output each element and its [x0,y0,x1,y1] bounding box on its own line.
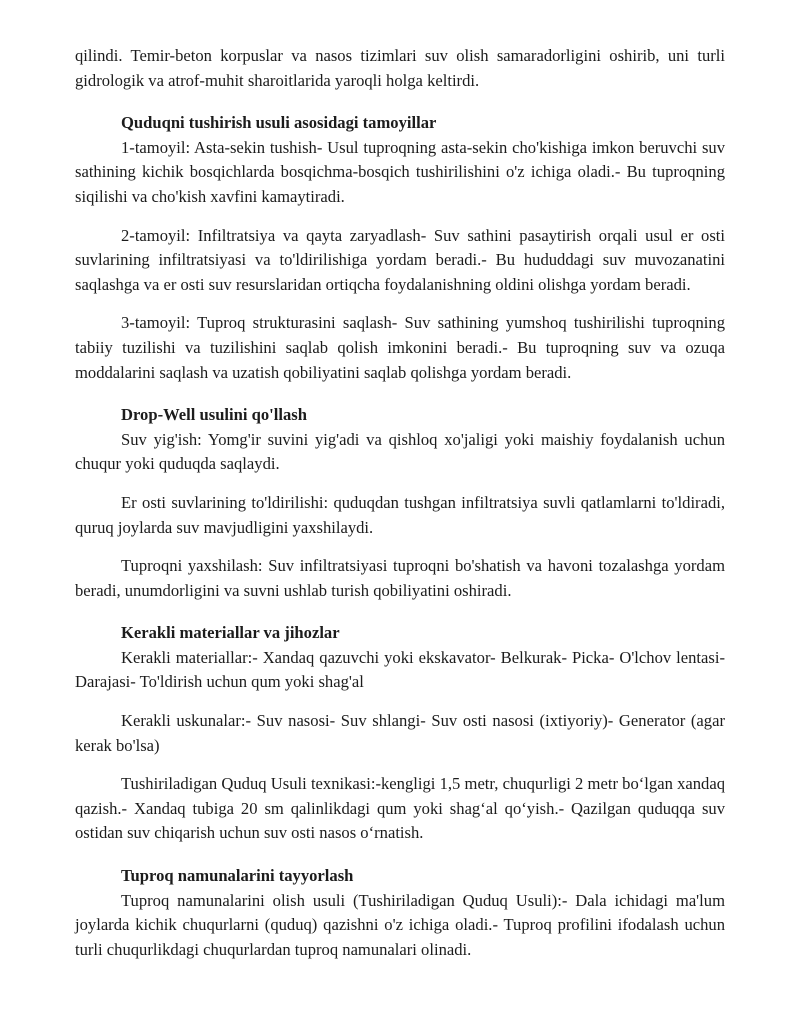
principle-1-paragraph: 1-tamoyil: Asta-sekin tushish- Usul tuproqning asta-sekin cho'kishiga imkon beruvchi suv sathining kichik bosqichlarda bosqichma-bosqich tushirilishini o'z ichiga oladi.- Bu tuproqning siqilishi va cho'kish xavfini kamaytiradi. [75,137,725,206]
materials-paragraph: Kerakli materiallar:- Xandaq qazuvchi yoki ekskavator- Belkurak- Picka- O'lchov lentasi- Darajasi- To'ldirish uchun qum yoki shag'al [75,647,725,692]
principle-3-paragraph: 3-tamoyil: Tuproq strukturasini saqlash- Suv sathining yumshoq tushirilishi tuproqning tabiiy tuzilishi va tuzilishini saqlab qolish imkonini beradi.- Bu tuproqning suv va ozuqa moddalarini saqlash va uzatish qobiliyatini saqlab qolishga yordam beradi. [75,313,725,382]
groundwater-recharge-paragraph: Er osti suvlarining to'ldirilishi: quduqdan tushgan infiltratsiya suvli qatlamlarni to'ldiradi, quruq joylarda suv mavjudligini yaxshilaydi. [75,492,725,537]
soil-improvement-paragraph: Tuproqni yaxshilash: Suv infiltratsiyasi tuproqni bo'shatish va havoni tozalashga yordam beradi, unumdorligini va suvni ushlab turish qobiliyatini oshiradi. [75,556,725,600]
water-collection-paragraph: Suv yig'ish: Yomg'ir suvini yig'adi va qishloq xo'jaligi yoki maishiy foydalanish uchun chuqur yoki quduqda saqlaydi. [75,429,725,474]
continuation-paragraph: qilindi. Temir-beton korpuslar va nasos tizimlari suv olish samaradorligini oshirib, uni turli gidrologik va atrof-muhit sharoitlarida yaroqli holga keltirdi. [75,46,725,90]
section-heading-applications: Drop-Well usulini qo'llash [121,405,307,425]
principle-2-paragraph: 2-tamoyil: Infiltratsiya va qayta zaryadlash- Suv sathini pasaytirish orqali usul er osti suvlarining infiltratsiyasi va to'ldirilishiga yordam beradi.- Bu hududdagi suv muvozanatini saqlashga va er osti suv resurslaridan ortiqcha foydalanishning oldini olishga yordam beradi. [75,225,725,294]
equipment-paragraph: Kerakli uskunalar:- Suv nasosi- Suv shlangi- Suv osti nasosi (ixtiyoriy)- Generator (agar kerak bo'lsa) [75,711,725,755]
section-heading-principles: Quduqni tushirish usuli asosidagi tamoyillar [121,113,437,133]
section-heading-soil-samples: Tuproq namunalarini tayyorlash [121,866,354,886]
soil-sampling-paragraph: Tuproq namunalarini olish usuli (Tushiriladigan Quduq Usuli):- Dala ichidagi ma'lum joylarda kichik chuqurlarni (quduq) qazishni o'z ichiga oladi.- Tuproq profilini ifodalash uchun turli chuqurlikdagi chuqurlardan tuproq namunalari olinadi. [75,890,725,959]
technique-paragraph: Tushiriladigan Quduq Usuli texnikasi:-kengligi 1,5 metr, chuqurligi 2 metr bo‘lgan xandaq qazish.- Xandaq tubiga 20 sm qalinlikdagi qum yoki shag‘al qo‘yish.- Qazilgan quduqqa suv ostidan suv chiqarish uchun suv osti nasos o‘rnatish. [75,774,725,843]
section-heading-materials: Kerakli materiallar va jihozlar [121,623,340,643]
